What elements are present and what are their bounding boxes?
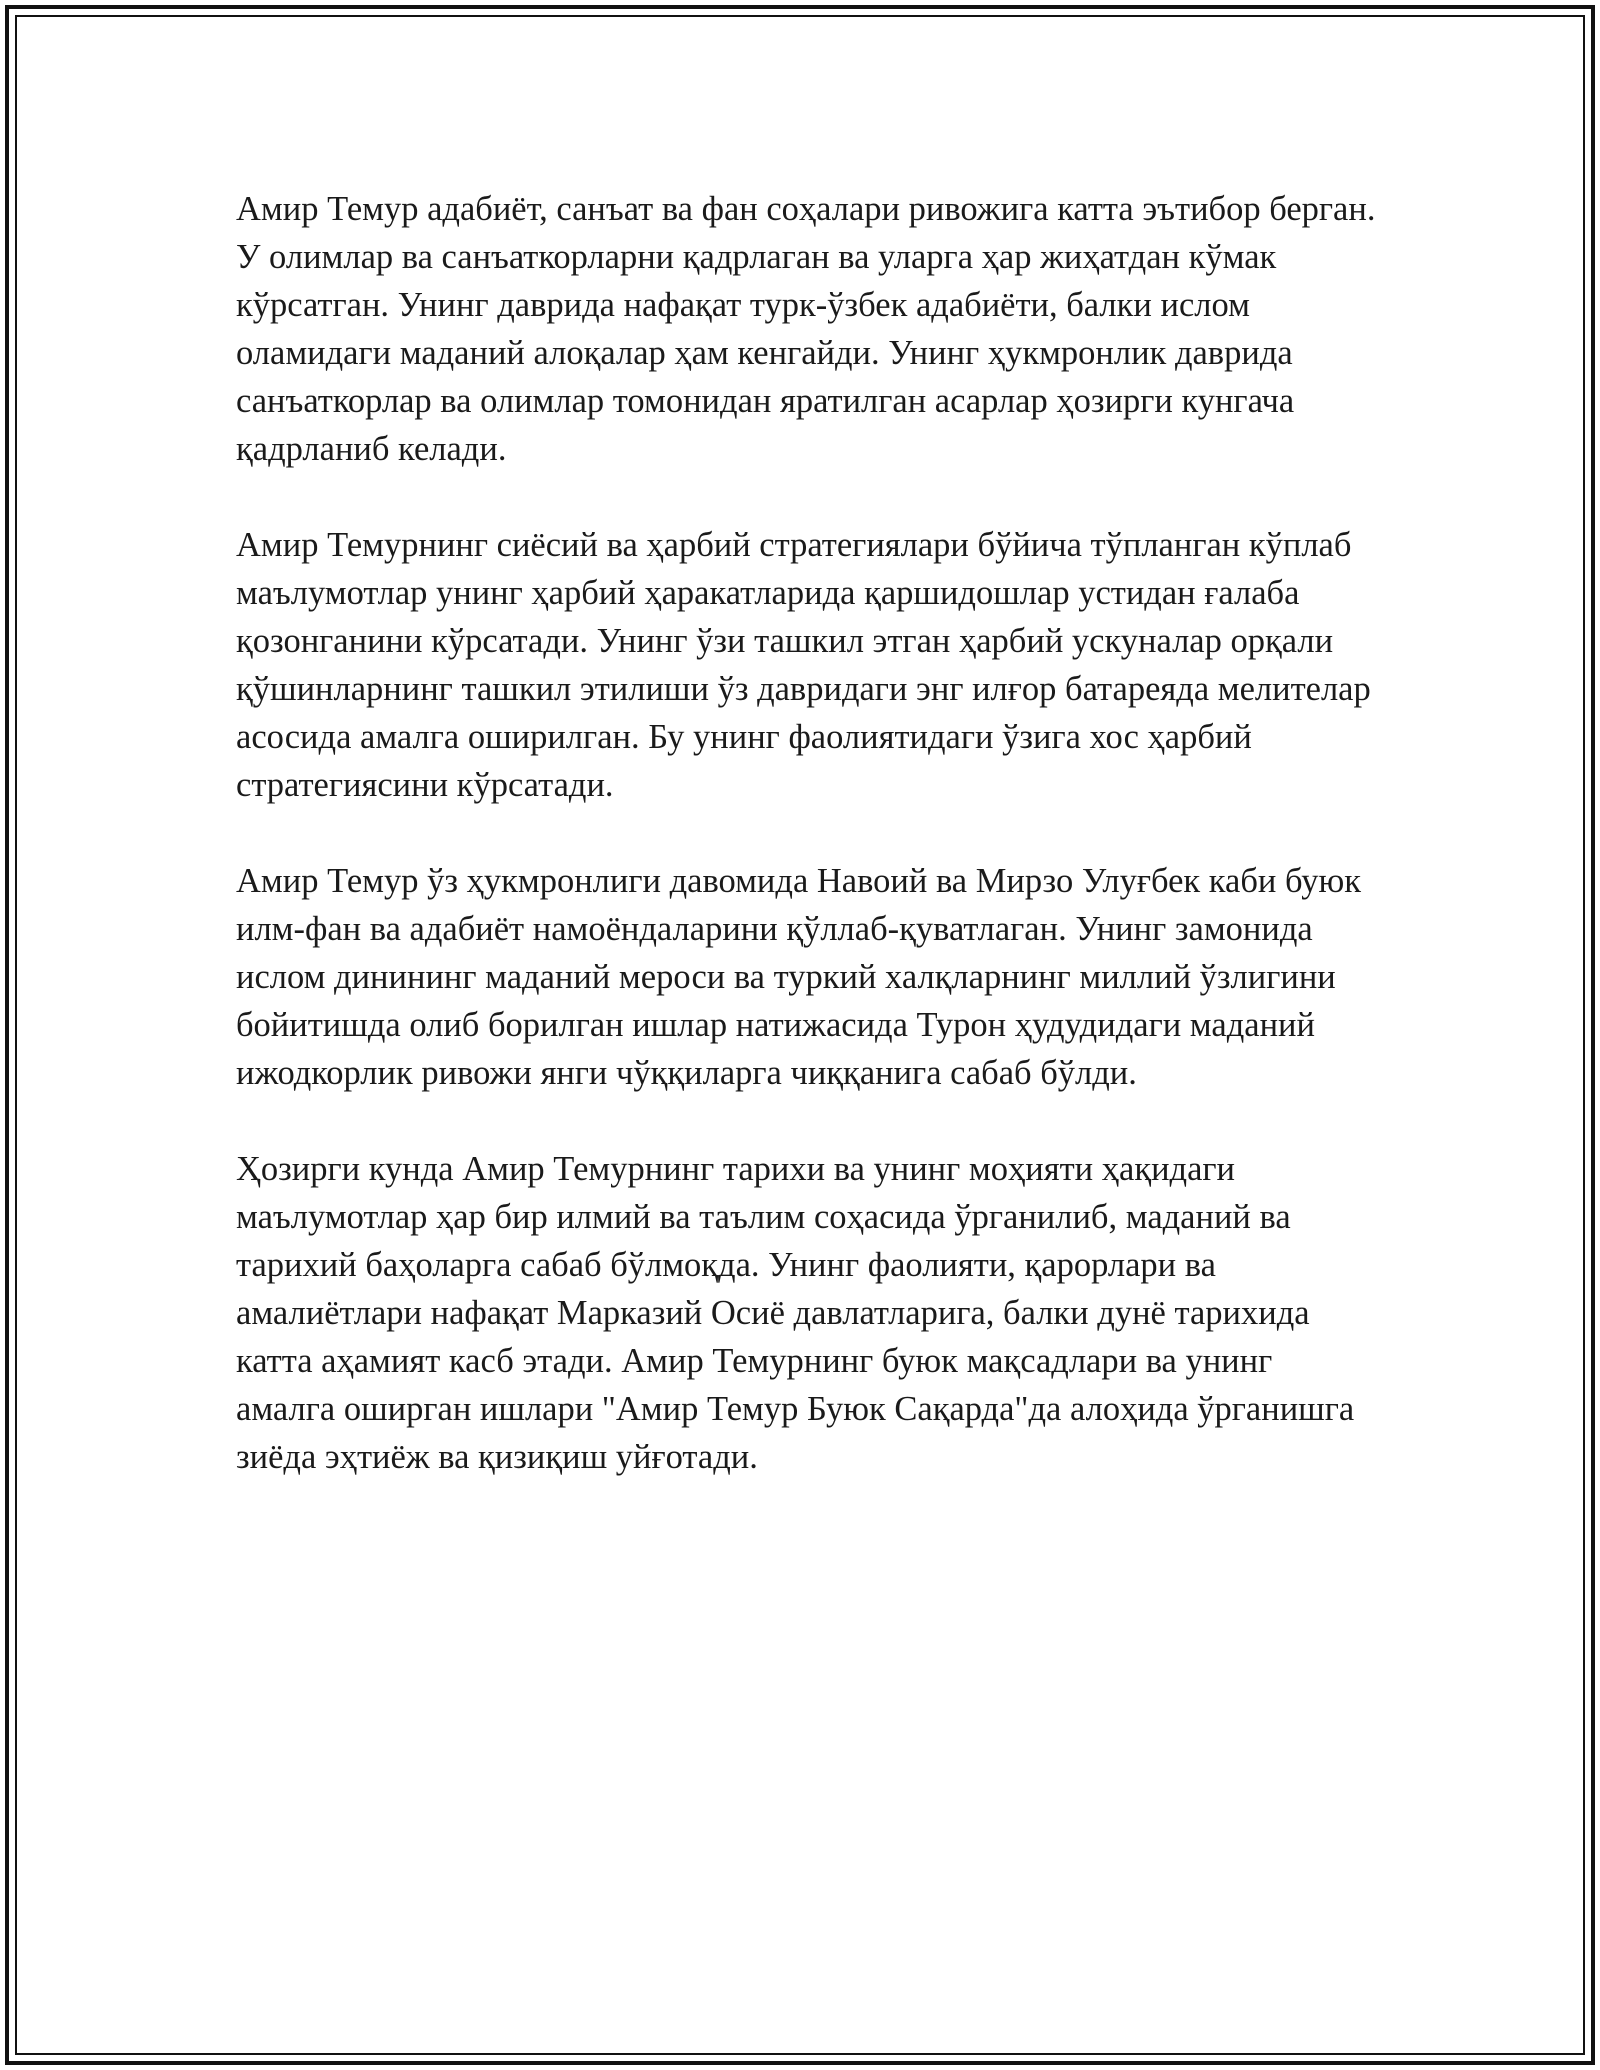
document-body: [236, 185, 1376, 1529]
paragraph-1: Амир Темур адабиёт, санъат ва фан соҳалари ривожига катта эътибор берган. У олимлар ва санъаткорларни қадрлаган ва уларга ҳар жиҳатдан кўмак кўрсатган. Унинг даврида нафақат турк-ўзбек адабиёти, балки ислом оламидаги маданий алоқалар ҳам кенгайди. Унинг ҳукмронлик даврида санъаткорлар ва олимлар томонидан яратилган асарлар ҳозирги кунгача қадрланиб келади.: [236, 190, 1376, 468]
paragraph-3: Амир Темур ўз ҳукмронлиги давомида Навоий ва Мирзо Улуғбек каби буюк илм-фан ва адабиёт намоёндаларини қўллаб-қуватлаган. Унинг замонида ислом динининг маданий мероси ва туркий халқларнинг миллий ўзлигини бойитишда олиб борилган ишлар натижасида Турон ҳудудидаги маданий ижодкорлик ривожи янги чўққиларга чиққанига сабаб бўлди.: [236, 862, 1362, 1092]
paragraph-4: Ҳозирги кунда Амир Темурнинг тарихи ва унинг моҳияти ҳақидаги маълумотлар ҳар бир илмий ва таълим соҳасида ўрганилиб, маданий ва тарихий баҳоларга сабаб бўлмоқда. Унинг фаолияти, қарорлари ва амалиётлари нафақат Марказий Осиё давлатларига, балки дунё тарихида катта аҳамият касб этади. Амир Темурнинг буюк мақсадлари ва унинг амалга оширган ишлари "Амир Темур Буюк Сақарда"да алоҳида ўрганишга зиёда эҳтиёж ва қизиқиш уйғотади.: [236, 1150, 1355, 1476]
paragraph-2: Амир Темурнинг сиёсий ва ҳарбий стратегиялари бўйича тўпланган кўплаб маълумотлар унинг ҳарбий ҳаракатларида қаршидошлар устидан ғалаба қозонганини кўрсатади. Унинг ўзи ташкил этган ҳарбий ускуналар орқали қўшинларнинг ташкил этилиши ўз давридаги энг илғор батареяда мелителар асосида амалга оширилган. Бу унинг фаолиятидаги ўзига хос ҳарбий стратегиясини кўрсатади.: [236, 526, 1371, 804]
